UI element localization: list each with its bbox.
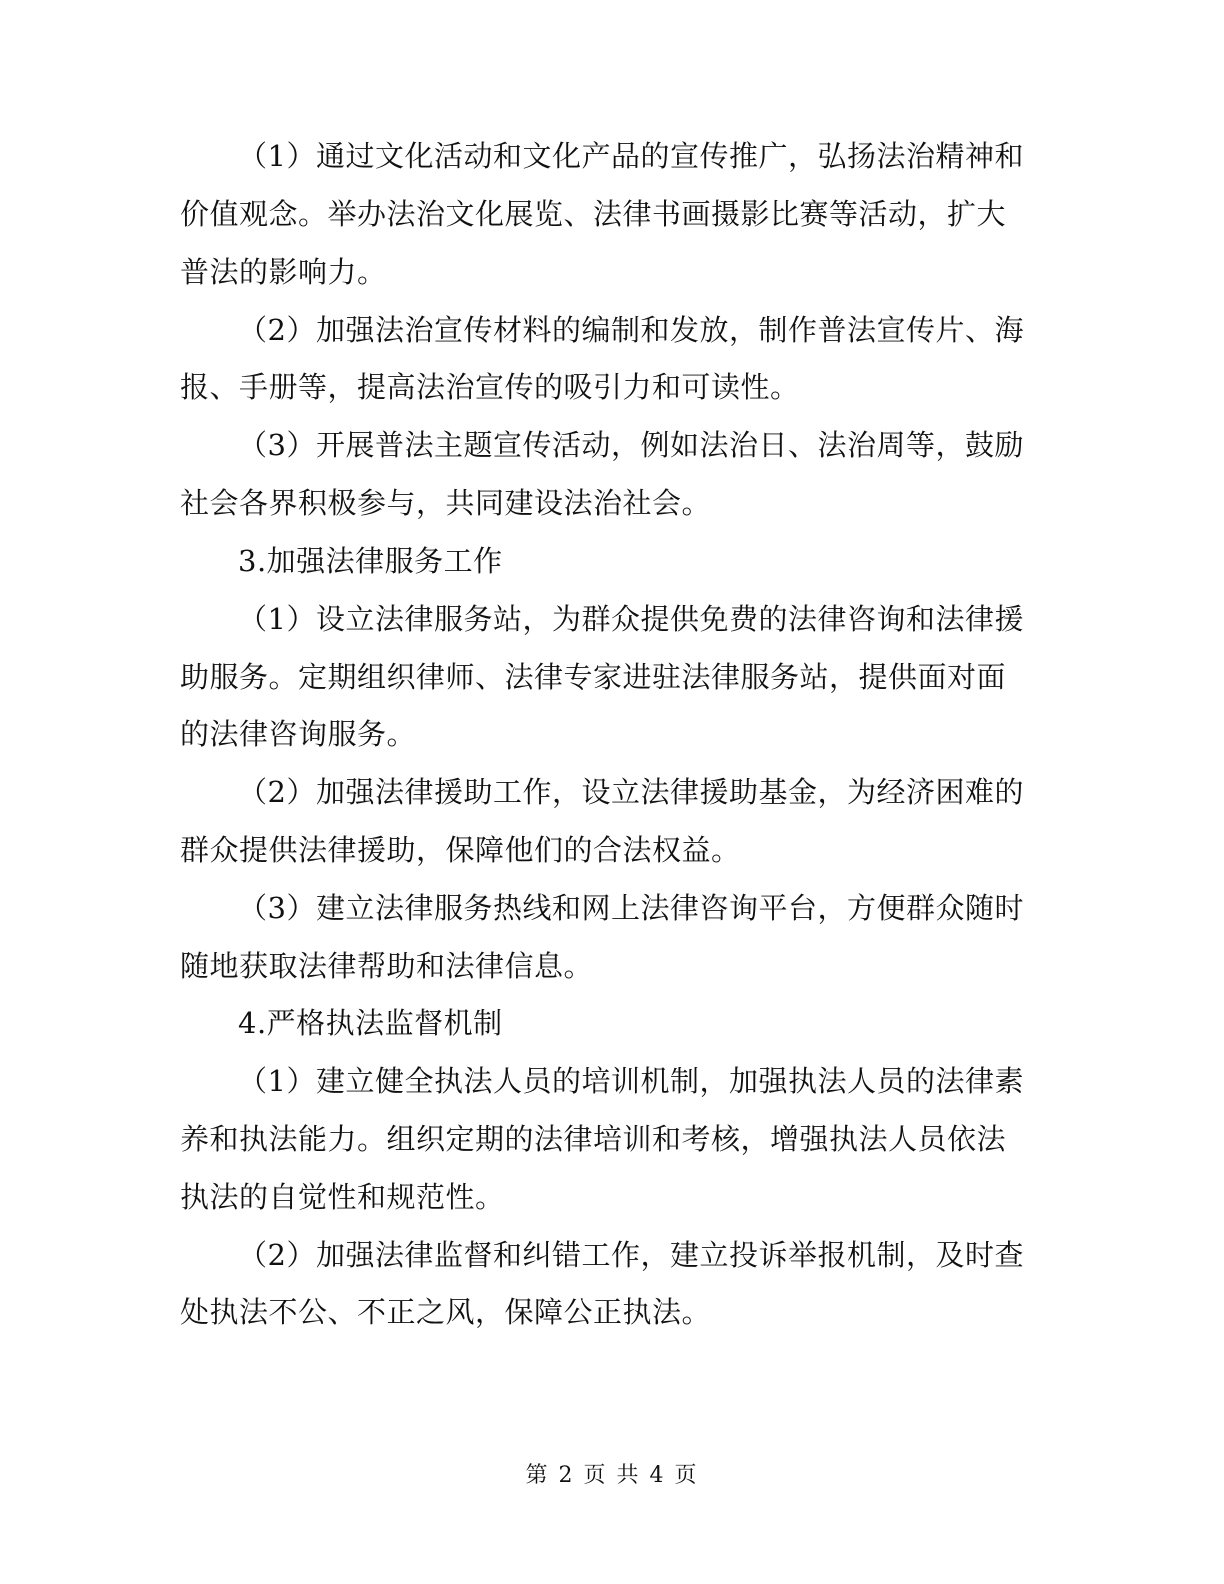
page-number-footer: 第 2 页 共 4 页	[525, 1463, 699, 1488]
paragraph-line: （2）加强法律监督和纠错工作，建立投诉举报机制，及时查	[238, 1238, 1024, 1272]
section-heading: 3.加强法律服务工作	[238, 544, 503, 578]
paragraph-line: 养和执法能力。组织定期的法律培训和考核，增强执法人员依法	[180, 1122, 1007, 1156]
paragraph-line: （3）开展普法主题宣传活动，例如法治日、法治周等，鼓励	[238, 428, 1024, 462]
paragraph-line: 处执法不公、不正之风，保障公正执法。	[180, 1295, 712, 1329]
paragraph-line: （1）设立法律服务站，为群众提供免费的法律咨询和法律援	[238, 602, 1024, 636]
section-heading: 4.严格执法监督机制	[238, 1006, 503, 1040]
paragraph-line: （2）加强法律援助工作，设立法律援助基金，为经济困难的	[238, 775, 1024, 809]
paragraph-line: （1）通过文化活动和文化产品的宣传推广，弘扬法治精神和	[238, 139, 1024, 173]
paragraph-line: 群众提供法律援助，保障他们的合法权益。	[180, 833, 741, 867]
paragraph-line: 价值观念。举办法治文化展览、法律书画摄影比赛等活动，扩大	[180, 197, 1007, 231]
paragraph-line: 社会各界积极参与，共同建设法治社会。	[180, 486, 712, 520]
paragraph-line: （3）建立法律服务热线和网上法律咨询平台，方便群众随时	[238, 891, 1024, 925]
paragraph-line: 助服务。定期组织律师、法律专家进驻法律服务站，提供面对面	[180, 660, 1007, 694]
paragraph-line: （2）加强法治宣传材料的编制和发放，制作普法宣传片、海	[238, 313, 1024, 347]
paragraph-line: 的法律咨询服务。	[180, 717, 417, 751]
paragraph-line: 执法的自觉性和规范性。	[180, 1180, 505, 1214]
paragraph-line: 报、手册等，提高法治宣传的吸引力和可读性。	[180, 370, 800, 404]
paragraph-line: 普法的影响力。	[180, 255, 387, 289]
paragraph-line: 随地获取法律帮助和法律信息。	[180, 949, 594, 983]
paragraph-line: （1）建立健全执法人员的培训机制，加强执法人员的法律素	[238, 1064, 1024, 1098]
